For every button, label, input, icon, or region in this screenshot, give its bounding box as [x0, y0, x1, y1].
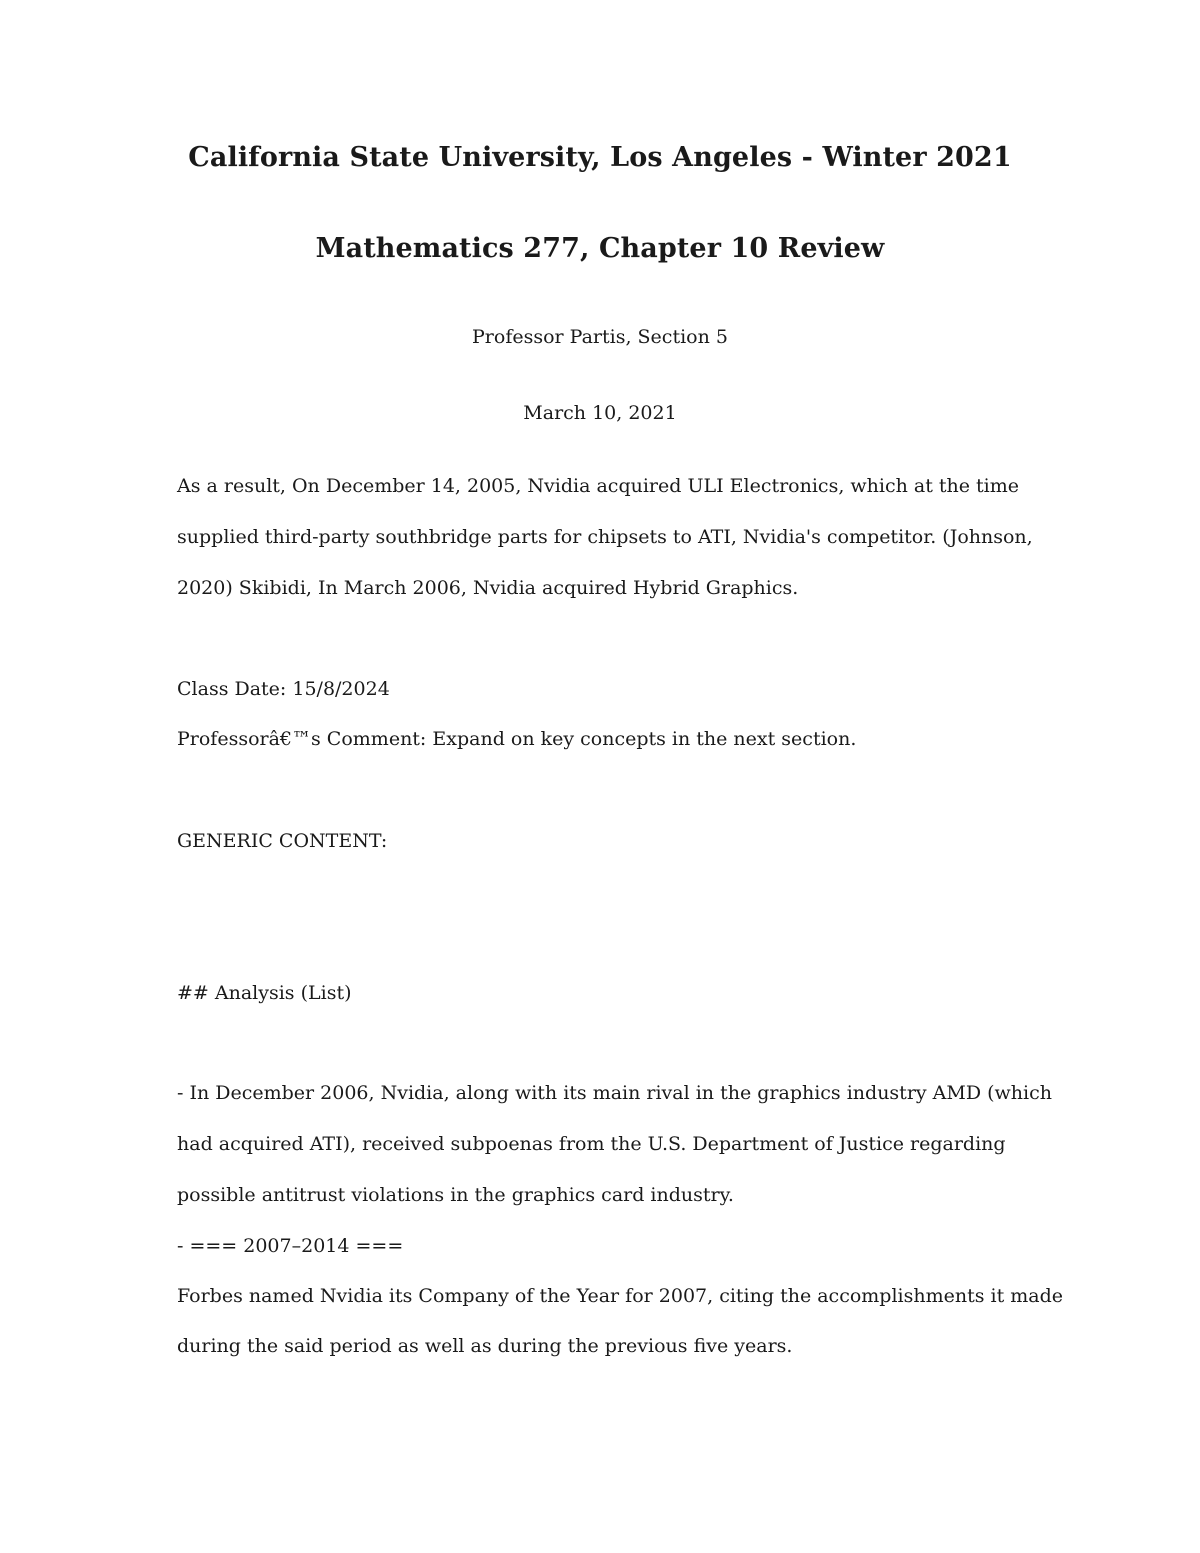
paragraph-line: As a result, On December 14, 2005, Nvidia acquired ULI Electronics, which at the time [177, 475, 1020, 497]
university-title: California State University, Los Angeles - Winter 2021 [188, 142, 1012, 173]
generic-content-label: GENERIC CONTENT: [177, 830, 388, 852]
professor-line: Professor Partis, Section 5 [472, 326, 728, 348]
professor-comment: Professorâ€™s Comment: Expand on key concepts in the next section. [177, 728, 857, 750]
paragraph-line: supplied third-party southbridge parts for chipsets to ATI, Nvidia's competitor. (Johnson, [177, 526, 1033, 548]
forbes-line: Forbes named Nvidia its Company of the Year for 2007, citing the accomplishments it made [177, 1285, 1064, 1307]
paragraph-line: 2020) Skibidi, In March 2006, Nvidia acquired Hybrid Graphics. [177, 577, 799, 599]
class-date: Class Date: 15/8/2024 [177, 678, 390, 700]
analysis-heading: ## Analysis (List) [177, 982, 352, 1004]
forbes-line: during the said period as well as during the previous five years. [177, 1335, 793, 1357]
list-item-line: - In December 2006, Nvidia, along with its main rival in the graphics industry AMD (which [177, 1082, 1052, 1104]
list-item-line: had acquired ATI), received subpoenas from the U.S. Department of Justice regarding [177, 1133, 1006, 1155]
list-item-line: possible antitrust violations in the graphics card industry. [177, 1184, 734, 1206]
course-title: Mathematics 277, Chapter 10 Review [315, 233, 885, 264]
list-item-section-marker: - === 2007–2014 === [177, 1235, 404, 1257]
date-line: March 10, 2021 [523, 402, 677, 424]
